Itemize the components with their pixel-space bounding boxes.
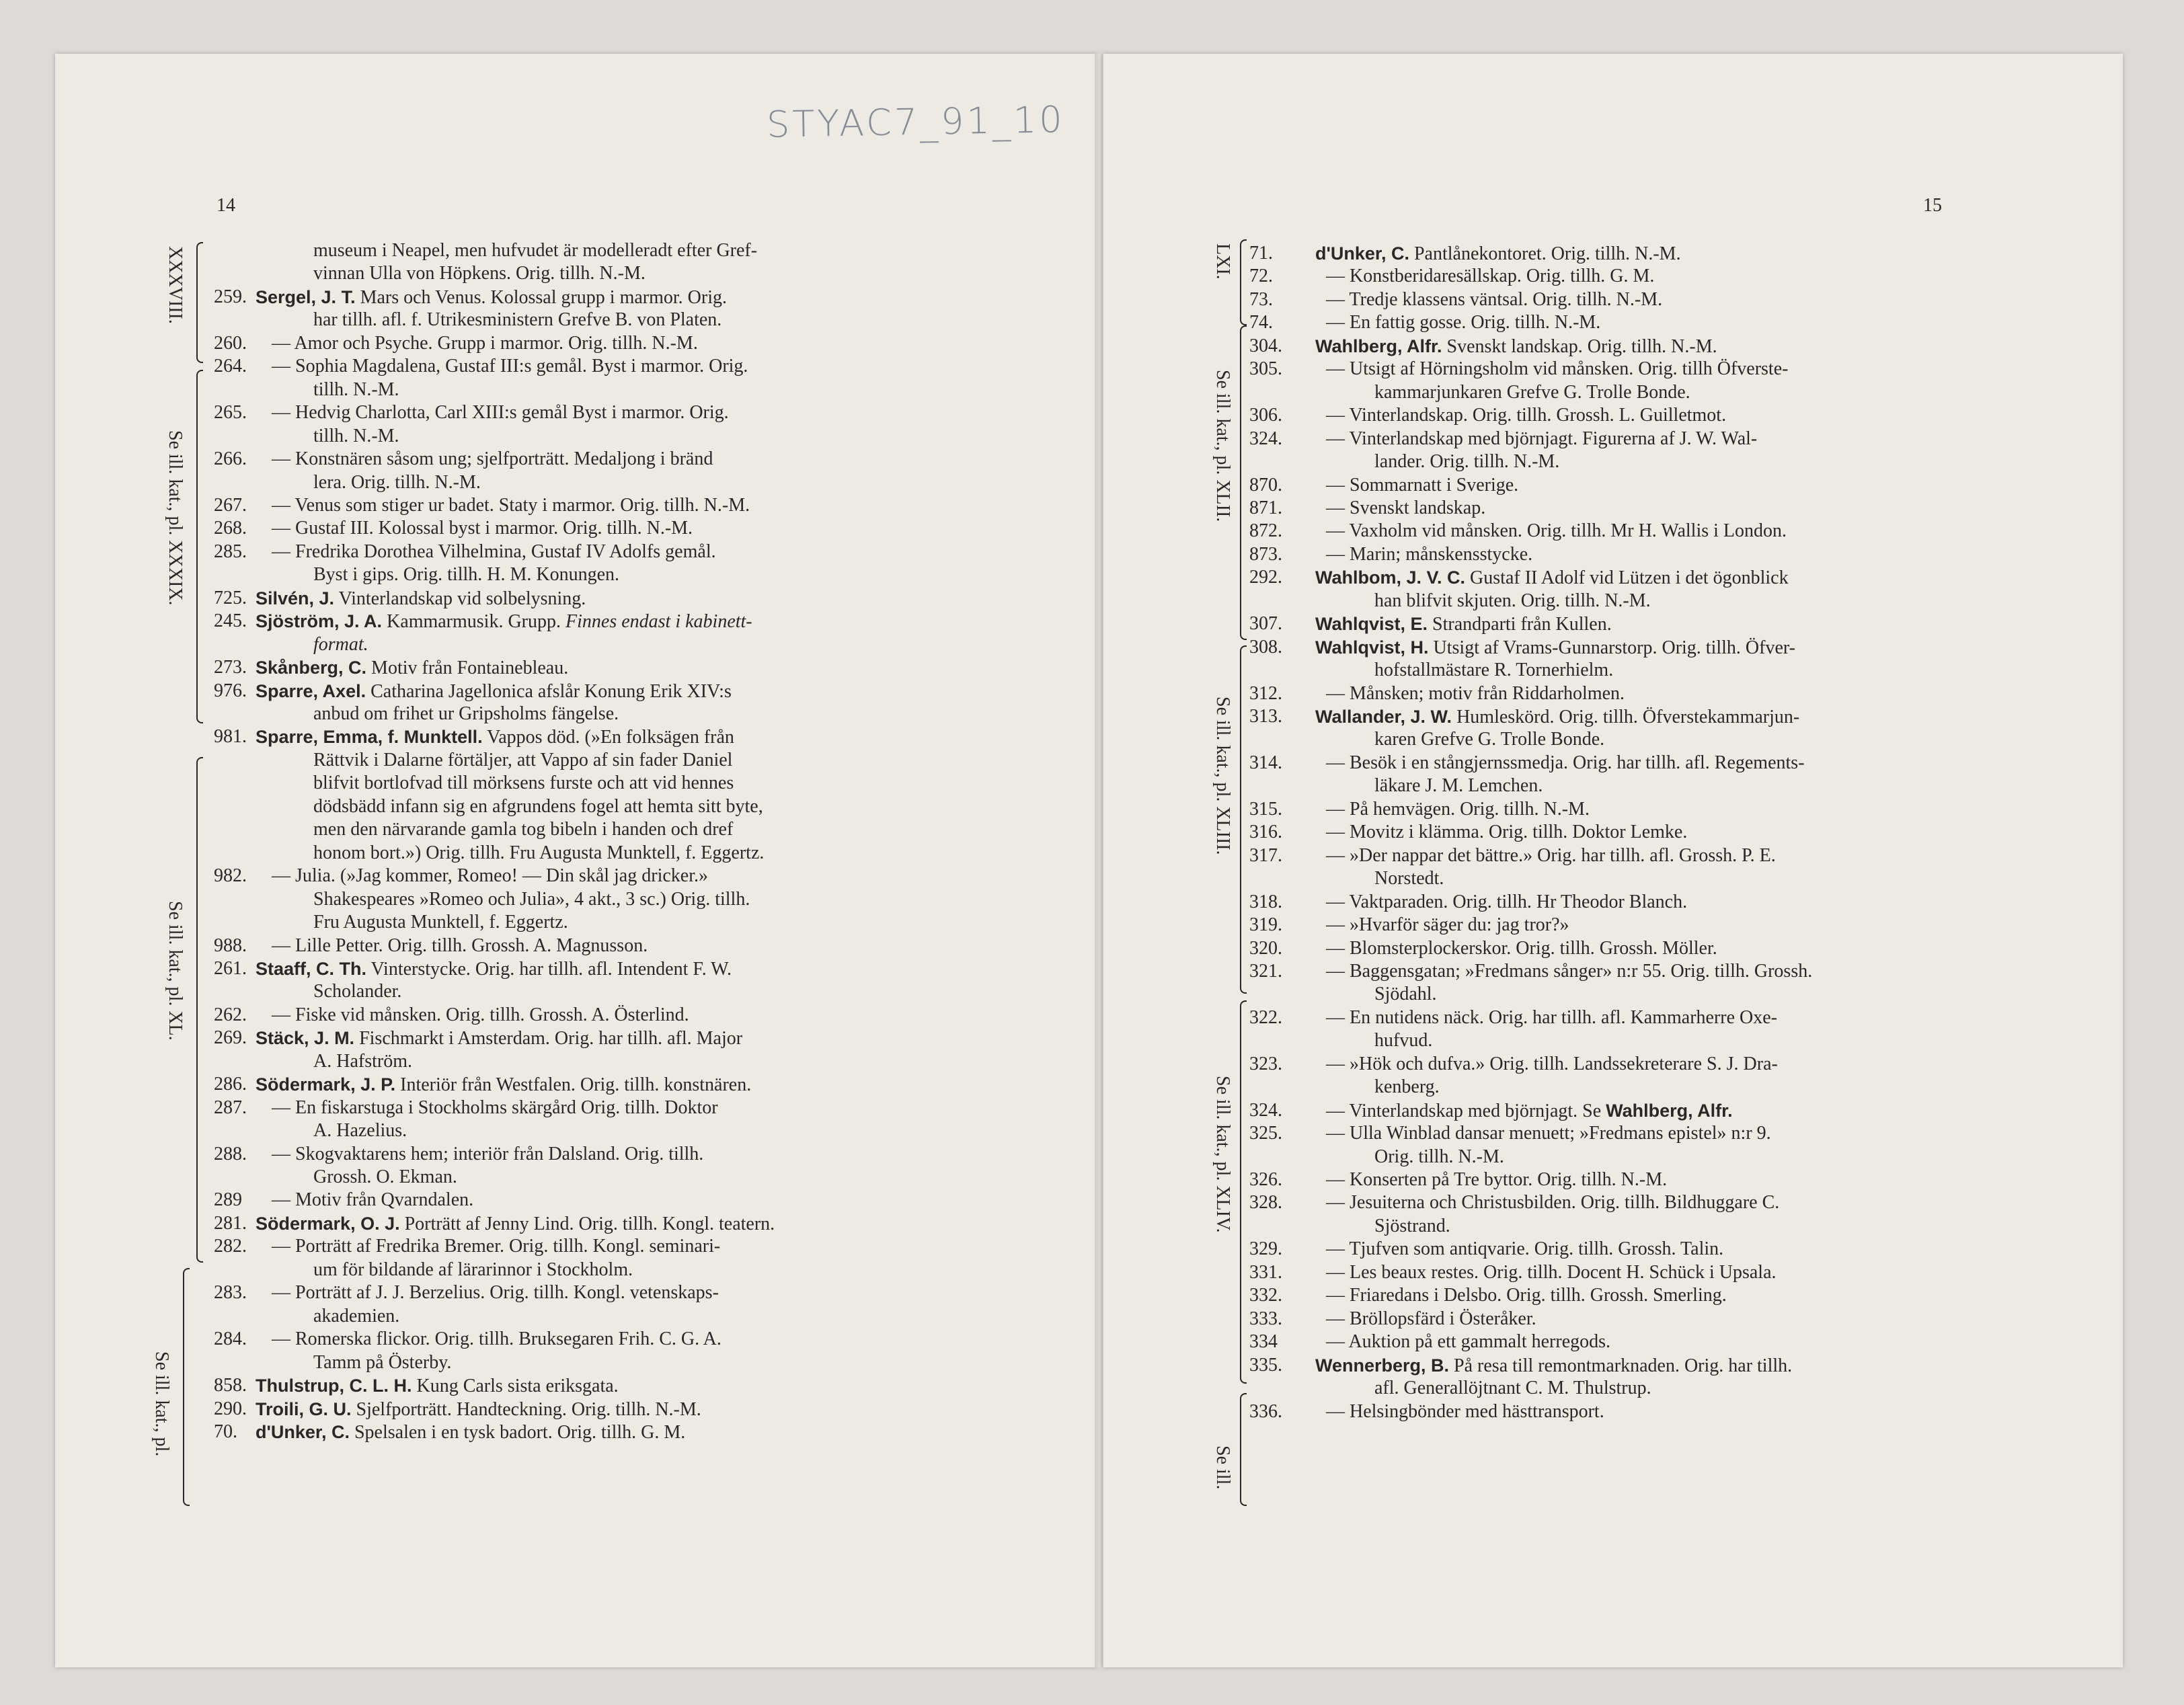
entry-text: tillh. N.-M. [313, 425, 399, 446]
entry-text: Catharina Jagellonica afslår Konung Erik XIV:s [370, 680, 732, 702]
entry-number: 326. [1249, 1169, 1282, 1190]
entry-text: Mars och Venus. Kolossal grupp i marmor. Orig. [360, 286, 728, 308]
entry-number: 292. [1249, 567, 1282, 588]
entry-text: — Jesuiterna och Christusbilden. Orig. tillh. Bildhuggare C. [1326, 1192, 1780, 1214]
entry-text: — Gustaf III. Kolossal byst i marmor. Orig. tillh. N.-M. [272, 518, 693, 539]
entry-number: 323. [1249, 1053, 1282, 1074]
entry-text: museum i Neapel, men hufvudet är modelleradt efter Gref- [313, 240, 758, 261]
group-bracket [1240, 325, 1247, 640]
entry-text: hufvud. [1374, 1030, 1433, 1052]
entry-text: — Konserten på Tre byttor. Orig. tillh. N.-M. [1326, 1169, 1668, 1190]
entry-number: 284. [214, 1329, 247, 1350]
entry-text: Gustaf II Adolf vid Lützen i det ögonblick [1470, 567, 1789, 589]
artist-name: d'Unker, C. [1315, 243, 1409, 264]
entry-text: Vappos död. (»En folksägen från [487, 727, 734, 748]
entry-text: Utsigt af Vrams-Gunnarstorp. Orig. tillh. Öfver- [1433, 637, 1795, 658]
entry-number: 313. [1249, 706, 1282, 727]
entry-number: 72. [1249, 266, 1273, 287]
entry-text: — Besök i en stångjernssmedja. Orig. har tillh. afl. Regements- [1326, 752, 1805, 773]
entry-text: — Vinterlandskap med björnjagt. Figurerna af J. W. Wal- [1326, 428, 1758, 449]
entry-text: — Vinterlandskap. Orig. tillh. Grossh. L. Guilletmot. [1326, 405, 1727, 426]
artist-name: Sjöström, J. A. [256, 611, 383, 632]
entry-text: — Romerska flickor. Orig. tillh. Bruksegaren Frih. C. G. A. [272, 1329, 722, 1350]
entry-number: 306. [1249, 405, 1282, 426]
entry-italic-note: Finnes endast i kabinett- [566, 611, 752, 633]
entry-number: 312. [1249, 682, 1282, 704]
entry-text: — Amor och Psyche. Grupp i marmor. Orig. tillh. N.-M. [272, 332, 698, 354]
group-bracket [196, 757, 203, 1263]
entry-number: 336. [1249, 1400, 1282, 1422]
entry-number: 265. [214, 402, 247, 424]
entry-text: — Movitz i klämma. Orig. tillh. Doktor Lemke. [1326, 822, 1688, 843]
entry-text: — En fattig gosse. Orig. tillh. N.-M. [1326, 312, 1601, 333]
entry-text: tillh. N.-M. [313, 379, 399, 400]
entry-number: 981. [214, 726, 247, 748]
entry-text: — Marin; månskensstycke. [1326, 543, 1533, 565]
entry-text: — Tjufven som antiqvarie. Orig. tillh. Grossh. Talin. [1326, 1238, 1724, 1260]
entry-text: um för bildande af lärarinnor i Stockholm. [313, 1259, 633, 1280]
entry-text: blifvit bortlofvad till mörksens furste och att vid hennes [313, 772, 734, 794]
entry-text: Vinterlandskap vid solbelysning. [338, 588, 586, 609]
cross-reference-artist: Wahlberg, Alfr. [1606, 1100, 1733, 1121]
artist-name: Stäck, J. M. [256, 1028, 355, 1049]
entry-number: 329. [1249, 1238, 1282, 1260]
entry-text: På resa till remontmarknaden. Orig. har tillh. [1454, 1355, 1793, 1376]
entry-number: 988. [214, 935, 247, 956]
entry-text: A. Hafström. [313, 1050, 412, 1072]
entry-number: 285. [214, 541, 247, 562]
entry-number: 333. [1249, 1308, 1282, 1329]
entry-number: 245. [214, 610, 247, 632]
side-label: LXI. [1212, 243, 1233, 280]
entry-number: 267. [214, 494, 247, 516]
side-label: Se ill. kat., pl. XLIII. [1212, 697, 1233, 855]
artist-name: Sergel, J. T. [256, 286, 356, 307]
entry-text: — Baggensgatan; »Fredmans sånger» n:r 55. Orig. tillh. Grossh. [1326, 960, 1813, 982]
artist-name: Wallander, J. W. [1315, 707, 1452, 727]
entry-number: 321. [1249, 960, 1282, 982]
entry-text: Norstedt. [1374, 868, 1444, 889]
entry-text: Kung Carls sista eriksgata. [416, 1376, 619, 1397]
entry-text: — Porträtt af J. J. Berzelius. Orig. tillh. Kongl. vetenskaps- [272, 1282, 719, 1304]
entry-text: A. Hazelius. [313, 1120, 407, 1142]
entry-text: lera. Orig. tillh. N.-M. [313, 471, 481, 493]
entry-text: Svenskt landskap. Orig. tillh. N.-M. [1446, 335, 1717, 357]
entry-number: 872. [1249, 520, 1282, 542]
entry-text: Sjöstrand. [1374, 1215, 1450, 1236]
entry-text: vinnan Ulla von Höpkens. Orig. tillh. N.-M. [313, 263, 646, 284]
entry-number: 73. [1249, 288, 1273, 310]
entry-text: — Fredrika Dorothea Vilhelmina, Gustaf IV Adolfs gemål. [272, 541, 716, 562]
artist-name: Wahlbom, J. V. C. [1315, 567, 1466, 588]
entry-number: 320. [1249, 937, 1282, 959]
group-bracket [1240, 1393, 1247, 1506]
side-label: Se ill. kat., pl. [151, 1351, 172, 1457]
entry-number: 273. [214, 657, 247, 678]
side-label: Se ill. kat., pl. XL. [165, 901, 186, 1041]
entry-text: Sjödahl. [1374, 984, 1437, 1005]
entry-number: 287. [214, 1097, 247, 1118]
entry-number: 290. [214, 1398, 247, 1419]
entry-text: — Julia. (»Jag kommer, Romeo! — Din skål jag dricker.» [272, 865, 708, 887]
entry-text: — Bröllopsfärd i Österåker. [1326, 1308, 1536, 1329]
entry-number: 269. [214, 1027, 247, 1049]
artist-name: Wennerberg, B. [1315, 1355, 1450, 1376]
entry-text: — Sommarnatt i Sverige. [1326, 474, 1519, 495]
entry-number: 870. [1249, 474, 1282, 495]
entry-text: — Vaxholm vid månsken. Orig. tillh. Mr H. Wallis i London. [1326, 520, 1787, 542]
entry-text: Pantlånekontoret. Orig. tillh. N.-M. [1413, 243, 1681, 264]
entry-text: — Les beaux restes. Orig. tillh. Docent H. Schück i Upsala. [1326, 1261, 1777, 1283]
entry-text: men den närvarande gamla tog bibeln i handen och dref [313, 819, 734, 840]
entry-text: lander. Orig. tillh. N.-M. [1374, 451, 1560, 473]
entry-text: kenberg. [1374, 1076, 1440, 1098]
entry-text: — Friaredans i Delsbo. Orig. tillh. Grossh. Smerling. [1326, 1285, 1727, 1306]
entry-text: hofstallmästare R. Tornerhielm. [1374, 660, 1614, 681]
artist-name: Wahlqvist, E. [1315, 614, 1428, 635]
entry-number: 307. [1249, 613, 1282, 635]
entry-number: 334 [1249, 1331, 1278, 1353]
entry-text: Vinterstycke. Orig. har tillh. afl. Intendent F. W. [370, 958, 732, 980]
entry-number: 259. [214, 286, 247, 307]
entry-text: Kammarmusik. Grupp. [387, 611, 566, 633]
entry-number: 331. [1249, 1261, 1282, 1283]
handwritten-archive-code: STYAC7_91_10 [766, 98, 1066, 146]
entry-text: Fischmarkt i Amsterdam. Orig. har tillh. afl. Major [359, 1028, 743, 1049]
group-bracket [1240, 645, 1247, 994]
entry-text: Fru Augusta Munktell, f. Eggertz. [313, 912, 568, 933]
entry-number: 305. [1249, 358, 1282, 380]
entry-text: — Konstberidaresällskap. Orig. tillh. G. M. [1326, 266, 1655, 287]
entry-number: 286. [214, 1074, 247, 1095]
entry-text: — Auktion på ett gammalt herregods. [1326, 1331, 1611, 1353]
side-label: Se ill. [1212, 1445, 1233, 1490]
entry-text: — En nutidens näck. Orig. har tillh. afl. Kammarherre Oxe- [1326, 1006, 1778, 1028]
entry-number: 262. [214, 1004, 247, 1025]
entry-number: 261. [214, 957, 247, 979]
entry-text: akademien. [313, 1305, 400, 1326]
entry-text: — Blomsterplockerskor. Orig. tillh. Grossh. Möller. [1326, 937, 1717, 959]
entry-number: 324. [1249, 428, 1282, 449]
entry-number: 316. [1249, 822, 1282, 843]
entry-italic-note: format. [313, 633, 368, 655]
group-bracket [183, 1268, 190, 1506]
entry-number: 283. [214, 1282, 247, 1304]
entry-text: Interiör från Westfalen. Orig. tillh. konstnären. [400, 1074, 752, 1096]
entry-text: — »Der nappar det bättre.» Orig. har tillh. afl. Grossh. P. E. [1326, 844, 1776, 866]
entry-number: 266. [214, 448, 247, 470]
entry-text: anbud om frihet ur Gripsholms fängelse. [313, 703, 619, 724]
entry-text: Orig. tillh. N.-M. [1374, 1146, 1504, 1167]
artist-name: Silvén, J. [256, 588, 335, 608]
entry-text: kammarjunkaren Grefve G. Trolle Bonde. [1374, 381, 1690, 403]
side-label: Se ill. kat., pl. XLII. [1212, 370, 1233, 522]
entry-text: — Skogvaktarens hem; interiör från Dalsland. Orig. tillh. [272, 1143, 704, 1164]
entry-number: 328. [1249, 1192, 1282, 1214]
entry-number: 982. [214, 865, 247, 887]
entry-number: 725. [214, 587, 247, 608]
entry-text: Sjelfporträtt. Handteckning. Orig. tillh. N.-M. [356, 1398, 701, 1420]
entry-number: 315. [1249, 798, 1282, 820]
entry-number: 74. [1249, 312, 1273, 333]
entry-text: — Svenskt landskap. [1326, 497, 1486, 518]
entry-text: — »Hvarför säger du: jag tror?» [1326, 914, 1569, 936]
entry-text: afl. Generallöjtnant C. M. Thulstrup. [1374, 1378, 1651, 1399]
side-label: Se ill. kat., pl. XLIV. [1212, 1076, 1233, 1233]
artist-name: Skånberg, C. [256, 658, 367, 678]
entry-number: 858. [214, 1375, 247, 1396]
group-bracket [196, 242, 203, 363]
entry-number: 317. [1249, 844, 1282, 866]
entry-text: honom bort.») Orig. tillh. Fru Augusta Munktell, f. Eggertz. [313, 842, 765, 863]
entry-number: 325. [1249, 1123, 1282, 1144]
entry-text: — Venus som stiger ur badet. Staty i marmor. Orig. tillh. N.-M. [272, 494, 750, 516]
entry-number: 324. [1249, 1099, 1282, 1121]
artist-name: Staaff, C. Th. [256, 958, 367, 979]
entry-text: läkare J. M. Lemchen. [1374, 775, 1543, 797]
artist-name: d'Unker, C. [256, 1421, 350, 1442]
entry-text: — En fiskarstuga i Stockholms skärgård Orig. tillh. Doktor [272, 1097, 718, 1118]
entry-text: Humleskörd. Orig. tillh. Öfverstekammarjun- [1456, 707, 1800, 727]
artist-name: Wahlqvist, H. [1315, 637, 1429, 658]
entry-text: — Sophia Magdalena, Gustaf III:s gemål. Byst i marmor. Orig. [272, 356, 748, 377]
page-number-left: 14 [217, 195, 235, 216]
entry-text: — Ulla Winblad dansar menuett; »Fredmans epistel» n:r 9. [1326, 1123, 1771, 1144]
entry-text: — Hedvig Charlotta, Carl XIII:s gemål Byst i marmor. Orig. [272, 402, 729, 424]
entry-number: 70. [214, 1421, 237, 1442]
entry-text: Scholander. [313, 981, 402, 1002]
entry-text: — Motiv från Qvarndalen. [272, 1189, 474, 1211]
entry-text: — Utsigt af Hörningsholm vid månsken. Orig. tillh Öfverste- [1326, 358, 1789, 380]
entry-text: — Vinterlandskap med björnjagt. Se [1326, 1100, 1606, 1121]
entry-text: Spelsalen i en tysk badort. Orig. tillh. G. M. [354, 1421, 686, 1443]
entry-text: har tillh. afl. f. Utrikesministern Grefve B. von Platen. [313, 309, 722, 331]
group-bracket [196, 370, 203, 723]
entry-text: han blifvit skjuten. Orig. tillh. N.-M. [1374, 590, 1651, 611]
entry-text: — Tredje klassens väntsal. Orig. tillh. N.-M. [1326, 288, 1663, 310]
artist-name: Thulstrup, C. L. H. [256, 1376, 412, 1396]
artist-name: Wahlberg, Alfr. [1315, 335, 1442, 356]
entry-text: Tamm på Österby. [313, 1351, 452, 1373]
entry-text: — Fiske vid månsken. Orig. tillh. Grossh. A. Österlind. [272, 1004, 689, 1025]
entry-number: 289 [214, 1189, 242, 1211]
entry-text: Strandparti från Kullen. [1432, 614, 1612, 635]
artist-name: Sparre, Axel. [256, 680, 366, 701]
entry-number: 281. [214, 1212, 247, 1234]
entry-number: 288. [214, 1143, 247, 1164]
entry-text: Rättvik i Dalarne förtäljer, att Vappo af sin fader Daniel [313, 749, 733, 770]
entry-text: — På hemvägen. Orig. tillh. N.-M. [1326, 798, 1590, 820]
entry-number: 335. [1249, 1354, 1282, 1376]
entry-text: — »Hök och dufva.» Orig. tillh. Landssekreterare S. J. Dra- [1326, 1053, 1778, 1074]
entry-number: 308. [1249, 636, 1282, 658]
entry-text: — Porträtt af Fredrika Bremer. Orig. tillh. Kongl. seminari- [272, 1236, 721, 1257]
artist-name: Troili, G. U. [256, 1398, 352, 1419]
side-label: XXXVIII. [165, 246, 186, 324]
entry-number: 873. [1249, 543, 1282, 565]
entry-number: 318. [1249, 891, 1282, 912]
entry-text: Shakespeares »Romeo och Julia», 4 akt., 3 sc.) Orig. tillh. [313, 888, 750, 910]
entry-number: 268. [214, 518, 247, 539]
entry-number: 332. [1249, 1285, 1282, 1306]
entry-number: 264. [214, 356, 247, 377]
entry-number: 260. [214, 332, 247, 354]
entry-text: — Helsingbönder med hästtransport. [1326, 1400, 1604, 1422]
entry-text: dödsbädd infann sig en afgrundens fogel att hemta sitt byte, [313, 795, 763, 817]
entry-text: — Lille Petter. Orig. tillh. Grossh. A. Magnusson. [272, 935, 648, 956]
artist-name: Södermark, O. J. [256, 1213, 400, 1234]
entry-number: 871. [1249, 497, 1282, 518]
entry-number: 304. [1249, 335, 1282, 356]
artist-name: Sparre, Emma, f. Munktell. [256, 727, 483, 748]
entry-text: — Månsken; motiv från Riddarholmen. [1326, 682, 1625, 704]
entry-text: — Vaktparaden. Orig. tillh. Hr Theodor Blanch. [1326, 891, 1688, 912]
side-label: Se ill. kat., pl. XXXIX. [165, 430, 186, 606]
entry-number: 314. [1249, 752, 1282, 773]
entry-number: 322. [1249, 1006, 1282, 1028]
group-bracket [1240, 1000, 1247, 1384]
entry-text: Motiv från Fontainebleau. [371, 658, 569, 679]
entry-text: Grossh. O. Ekman. [313, 1166, 457, 1187]
entry-text: Byst i gips. Orig. tillh. H. M. Konungen. [313, 564, 620, 586]
entry-number: 976. [214, 680, 247, 701]
page-number-right: 15 [1923, 195, 1942, 216]
group-bracket [1240, 239, 1247, 325]
artist-name: Södermark, J. P. [256, 1074, 396, 1095]
entry-text: — Konstnären såsom ung; sjelfporträtt. Medaljong i bränd [272, 448, 713, 470]
entry-text: Porträtt af Jenny Lind. Orig. tillh. Kongl. teatern. [404, 1213, 775, 1234]
entry-text: karen Grefve G. Trolle Bonde. [1374, 729, 1605, 750]
entry-number: 282. [214, 1236, 247, 1257]
entry-number: 319. [1249, 914, 1282, 936]
entry-number: 71. [1249, 243, 1273, 264]
